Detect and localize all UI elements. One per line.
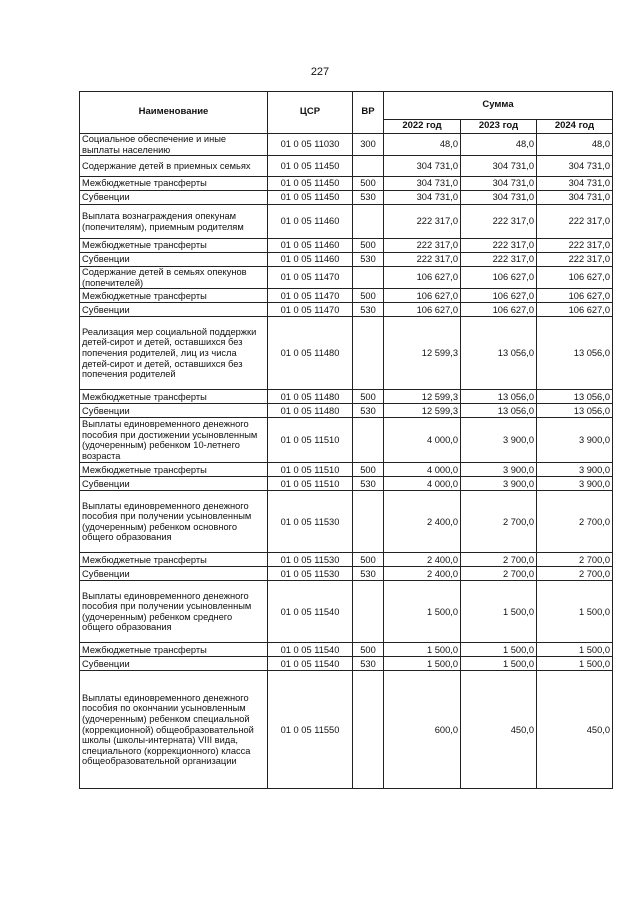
row-value-2023: 304 731,0 <box>461 156 537 177</box>
row-vr: 500 <box>353 390 384 404</box>
row-value-2022: 4 000,0 <box>384 418 461 463</box>
row-vr <box>353 418 384 463</box>
row-value-2022: 12 599,3 <box>384 317 461 390</box>
row-vr: 530 <box>353 303 384 317</box>
row-name: Межбюджетные трансферты <box>80 390 268 404</box>
table-row <box>80 418 613 463</box>
table-body <box>80 134 613 789</box>
row-value-2024: 106 627,0 <box>537 303 613 317</box>
row-value-2024: 3 900,0 <box>537 418 613 463</box>
row-value-2023: 222 317,0 <box>461 205 537 239</box>
table-row <box>80 643 613 657</box>
row-vr <box>353 317 384 390</box>
row-value-2024: 13 056,0 <box>537 390 613 404</box>
row-name: Субвенции <box>80 477 268 491</box>
row-value-2023: 1 500,0 <box>461 581 537 643</box>
row-vr <box>353 205 384 239</box>
row-value-2023: 13 056,0 <box>461 390 537 404</box>
row-value-2023: 106 627,0 <box>461 267 537 289</box>
row-value-2022: 2 400,0 <box>384 567 461 581</box>
row-name: Субвенции <box>80 253 268 267</box>
row-name: Реализация мер социальной поддержки детей-сирот и детей, оставшихся без попечения родителей, лиц из числа детей-сирот и детей, оставшихся без попечения родителей <box>80 317 268 390</box>
row-name: Субвенции <box>80 567 268 581</box>
row-value-2022: 600,0 <box>384 671 461 789</box>
row-name: Социальное обеспечение и иные выплаты населению <box>80 134 268 156</box>
row-value-2022: 222 317,0 <box>384 253 461 267</box>
row-value-2024: 304 731,0 <box>537 177 613 191</box>
row-name: Межбюджетные трансферты <box>80 289 268 303</box>
row-value-2023: 13 056,0 <box>461 404 537 418</box>
row-value-2024: 3 900,0 <box>537 463 613 477</box>
table-row <box>80 390 613 404</box>
row-csr: 01 0 05 11540 <box>268 657 353 671</box>
row-name: Субвенции <box>80 657 268 671</box>
row-value-2023: 106 627,0 <box>461 303 537 317</box>
row-value-2022: 2 400,0 <box>384 553 461 567</box>
table-row <box>80 404 613 418</box>
header-name: Наименование <box>80 92 268 134</box>
row-value-2024: 106 627,0 <box>537 289 613 303</box>
header-vr: ВР <box>353 92 384 134</box>
table-row <box>80 491 613 553</box>
row-vr: 500 <box>353 463 384 477</box>
row-value-2023: 304 731,0 <box>461 191 537 205</box>
row-value-2024: 13 056,0 <box>537 404 613 418</box>
row-csr: 01 0 05 11480 <box>268 317 353 390</box>
row-name: Межбюджетные трансферты <box>80 553 268 567</box>
row-name: Субвенции <box>80 303 268 317</box>
row-value-2022: 304 731,0 <box>384 156 461 177</box>
row-value-2022: 12 599,3 <box>384 404 461 418</box>
header-year-2024: 2024 год <box>537 120 613 134</box>
row-csr: 01 0 05 11510 <box>268 463 353 477</box>
table-row <box>80 239 613 253</box>
row-csr: 01 0 05 11470 <box>268 303 353 317</box>
page-number: 227 <box>310 66 330 78</box>
row-value-2023: 2 700,0 <box>461 553 537 567</box>
row-vr: 500 <box>353 177 384 191</box>
row-vr <box>353 267 384 289</box>
row-value-2024: 13 056,0 <box>537 317 613 390</box>
row-name: Субвенции <box>80 191 268 205</box>
table-row <box>80 317 613 390</box>
row-csr: 01 0 05 11030 <box>268 134 353 156</box>
table-row <box>80 303 613 317</box>
row-csr: 01 0 05 11510 <box>268 418 353 463</box>
row-vr <box>353 581 384 643</box>
table-row <box>80 156 613 177</box>
row-csr: 01 0 05 11480 <box>268 404 353 418</box>
row-value-2024: 48,0 <box>537 134 613 156</box>
row-value-2023: 1 500,0 <box>461 643 537 657</box>
row-value-2022: 1 500,0 <box>384 581 461 643</box>
row-csr: 01 0 05 11460 <box>268 205 353 239</box>
row-vr <box>353 491 384 553</box>
row-vr: 500 <box>353 289 384 303</box>
row-vr: 530 <box>353 404 384 418</box>
row-value-2024: 2 700,0 <box>537 567 613 581</box>
row-value-2023: 1 500,0 <box>461 657 537 671</box>
row-vr: 500 <box>353 239 384 253</box>
row-name: Выплаты единовременного денежного пособия по окончании усыновленным (удочеренным) ребенком специальной (коррекционной) общеобразовательной школы (школы-интерната) VIII вида, специального (коррекционного) класса общеобразовательной организации <box>80 671 268 789</box>
table-row <box>80 267 613 289</box>
row-csr: 01 0 05 11540 <box>268 643 353 657</box>
row-name: Межбюджетные трансферты <box>80 463 268 477</box>
row-csr: 01 0 05 11470 <box>268 267 353 289</box>
row-value-2023: 222 317,0 <box>461 253 537 267</box>
row-value-2023: 304 731,0 <box>461 177 537 191</box>
row-csr: 01 0 05 11460 <box>268 239 353 253</box>
row-csr: 01 0 05 11530 <box>268 567 353 581</box>
header-sum: Сумма <box>384 92 613 120</box>
row-value-2023: 3 900,0 <box>461 477 537 491</box>
row-value-2024: 450,0 <box>537 671 613 789</box>
row-value-2023: 2 700,0 <box>461 491 537 553</box>
row-vr: 530 <box>353 567 384 581</box>
row-name: Выплаты единовременного денежного пособия при достижении усыновленным (удочеренным) ребенком 10-летнего возраста <box>80 418 268 463</box>
row-value-2022: 106 627,0 <box>384 267 461 289</box>
row-value-2023: 2 700,0 <box>461 567 537 581</box>
table-row <box>80 289 613 303</box>
row-csr: 01 0 05 11530 <box>268 553 353 567</box>
table-row <box>80 553 613 567</box>
row-csr: 01 0 05 11450 <box>268 156 353 177</box>
row-csr: 01 0 05 11510 <box>268 477 353 491</box>
row-value-2024: 304 731,0 <box>537 191 613 205</box>
row-name: Содержание детей в приемных семьях <box>80 156 268 177</box>
row-vr <box>353 156 384 177</box>
row-value-2023: 3 900,0 <box>461 463 537 477</box>
header-csr: ЦСР <box>268 92 353 134</box>
budget-table <box>79 91 613 789</box>
row-value-2024: 222 317,0 <box>537 239 613 253</box>
row-value-2022: 304 731,0 <box>384 191 461 205</box>
table-row <box>80 671 613 789</box>
row-value-2024: 2 700,0 <box>537 491 613 553</box>
row-value-2022: 48,0 <box>384 134 461 156</box>
row-value-2024: 1 500,0 <box>537 581 613 643</box>
table-row <box>80 205 613 239</box>
row-csr: 01 0 05 11550 <box>268 671 353 789</box>
row-value-2022: 2 400,0 <box>384 491 461 553</box>
row-value-2024: 304 731,0 <box>537 156 613 177</box>
row-name: Межбюджетные трансферты <box>80 177 268 191</box>
row-name: Субвенции <box>80 404 268 418</box>
row-value-2023: 450,0 <box>461 671 537 789</box>
row-name: Содержание детей в семьях опекунов (попечителей) <box>80 267 268 289</box>
row-vr: 500 <box>353 553 384 567</box>
row-value-2022: 106 627,0 <box>384 303 461 317</box>
row-value-2023: 222 317,0 <box>461 239 537 253</box>
row-vr: 530 <box>353 191 384 205</box>
row-value-2024: 222 317,0 <box>537 253 613 267</box>
table-row <box>80 657 613 671</box>
row-value-2022: 4 000,0 <box>384 477 461 491</box>
row-csr: 01 0 05 11460 <box>268 253 353 267</box>
row-value-2023: 13 056,0 <box>461 317 537 390</box>
row-value-2022: 1 500,0 <box>384 657 461 671</box>
row-value-2022: 222 317,0 <box>384 205 461 239</box>
row-value-2022: 1 500,0 <box>384 643 461 657</box>
row-csr: 01 0 05 11480 <box>268 390 353 404</box>
row-vr: 530 <box>353 477 384 491</box>
row-value-2024: 3 900,0 <box>537 477 613 491</box>
row-csr: 01 0 05 11450 <box>268 191 353 205</box>
row-vr: 530 <box>353 657 384 671</box>
table-row <box>80 567 613 581</box>
row-name: Межбюджетные трансферты <box>80 239 268 253</box>
row-value-2022: 304 731,0 <box>384 177 461 191</box>
row-value-2024: 1 500,0 <box>537 643 613 657</box>
table-row <box>80 177 613 191</box>
table-row <box>80 463 613 477</box>
row-csr: 01 0 05 11540 <box>268 581 353 643</box>
row-value-2024: 1 500,0 <box>537 657 613 671</box>
row-value-2024: 2 700,0 <box>537 553 613 567</box>
row-name: Выплаты единовременного денежного пособия при получении усыновленным (удочеренным) ребенком основного общего образования <box>80 491 268 553</box>
header-year-2022: 2022 год <box>384 120 461 134</box>
row-value-2023: 48,0 <box>461 134 537 156</box>
table-row <box>80 477 613 491</box>
row-name: Выплата вознаграждения опекунам (попечителям), приемным родителям <box>80 205 268 239</box>
table-row <box>80 253 613 267</box>
table-row <box>80 191 613 205</box>
row-value-2024: 222 317,0 <box>537 205 613 239</box>
row-vr: 500 <box>353 643 384 657</box>
row-vr <box>353 671 384 789</box>
row-value-2023: 3 900,0 <box>461 418 537 463</box>
row-name: Межбюджетные трансферты <box>80 643 268 657</box>
row-value-2024: 106 627,0 <box>537 267 613 289</box>
table-row <box>80 581 613 643</box>
row-value-2023: 106 627,0 <box>461 289 537 303</box>
row-value-2022: 222 317,0 <box>384 239 461 253</box>
row-value-2022: 4 000,0 <box>384 463 461 477</box>
row-name: Выплаты единовременного денежного пособия при получении усыновленным (удочеренным) ребенком среднего общего образования <box>80 581 268 643</box>
row-vr: 530 <box>353 253 384 267</box>
row-csr: 01 0 05 11470 <box>268 289 353 303</box>
row-value-2022: 12 599,3 <box>384 390 461 404</box>
row-value-2022: 106 627,0 <box>384 289 461 303</box>
row-vr: 300 <box>353 134 384 156</box>
header-year-2023: 2023 год <box>461 120 537 134</box>
table-row <box>80 134 613 156</box>
row-csr: 01 0 05 11450 <box>268 177 353 191</box>
row-csr: 01 0 05 11530 <box>268 491 353 553</box>
